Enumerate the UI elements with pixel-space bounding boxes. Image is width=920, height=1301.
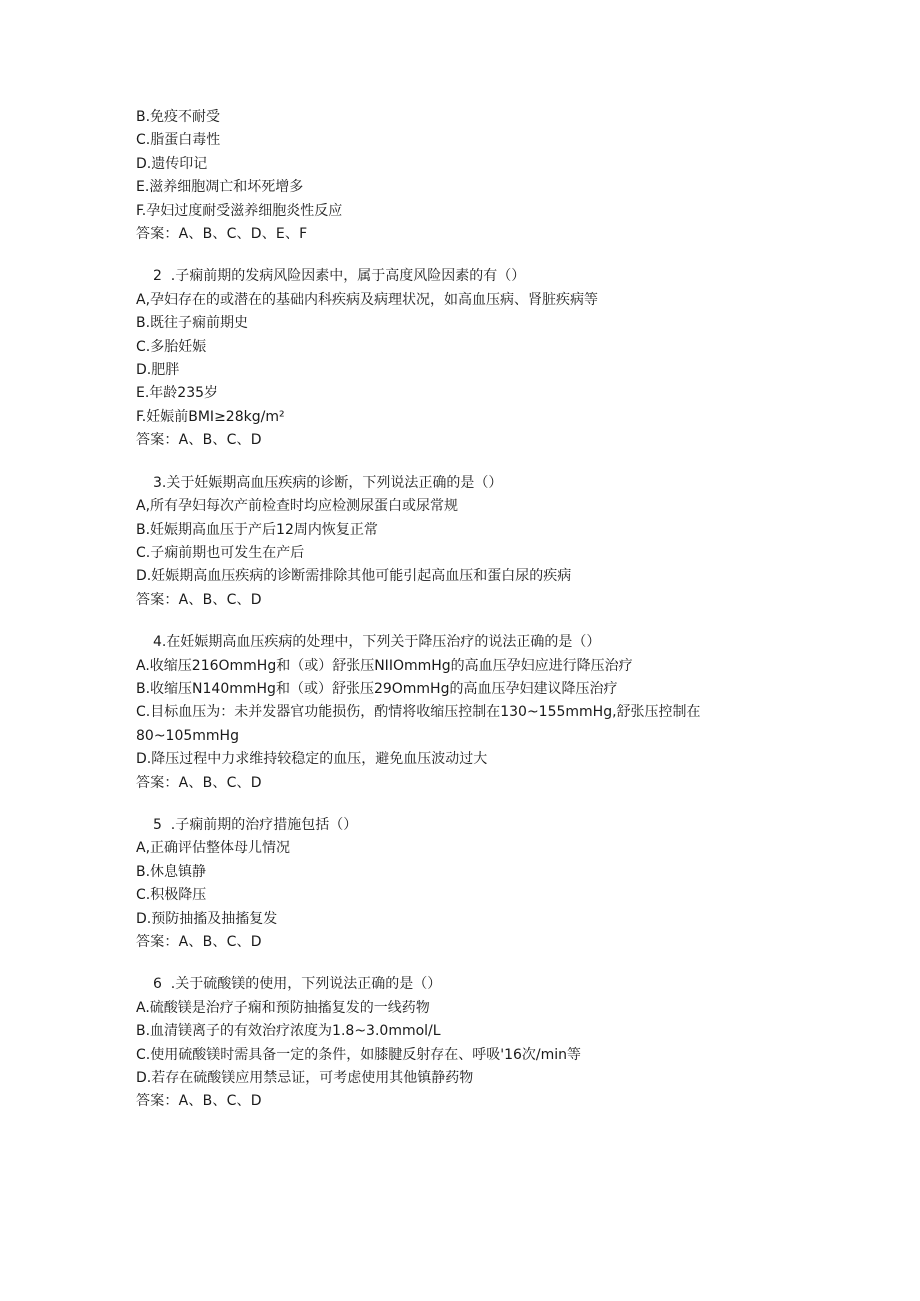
answer-line: 答案：A、B、C、D — [136, 432, 262, 449]
option-line: B.妊娠期高血压于产后12周内恢复正常 — [136, 521, 378, 538]
option-line: C.子痫前期也可发生在产后 — [136, 544, 305, 561]
option-line: C.使用硫酸镁时需具备一定的条件，如膝腱反射存在、呼吸'16次/min等 — [136, 1046, 582, 1063]
question-4 — [136, 631, 756, 795]
option-line: F.妊娠前BMI≥28kg/m² — [136, 408, 285, 425]
answer-line: 答案：A、B、C、D — [136, 591, 262, 608]
option-line: E.滋养细胞凋亡和坏死增多 — [136, 179, 304, 196]
option-line: D.预防抽搐及抽搐复发 — [136, 910, 278, 927]
option-line: D.遗传印记 — [136, 155, 208, 172]
option-line: C.积极降压 — [136, 887, 207, 904]
option-line: B.血清镁离子的有效治疗浓度为1.8~3.0mmol/L — [136, 1023, 441, 1040]
option-line: A,所有孕妇每次产前检查时均应检测尿蛋白或尿常规 — [136, 498, 459, 515]
option-line: B.休息镇静 — [136, 863, 207, 880]
answer-line: 答案：A、B、C、D — [136, 934, 262, 950]
question-stem: 6 .关于硫酸镁的使用，下列说法正确的是（） — [153, 976, 442, 993]
option-line: D.降压过程中力求维持较稳定的血压，避免血压波动过大 — [136, 751, 488, 768]
question-6 — [136, 973, 756, 1113]
question-1-tail — [136, 106, 756, 246]
question-stem: 3.关于妊娠期高血压疾病的诊断，下列说法正确的是（） — [153, 474, 503, 491]
option-line: B.收缩压N140mmHg和（或）舒张压29OmmHg的高血压孕妇建议降压治疗 — [136, 680, 618, 697]
question-3 — [136, 472, 756, 612]
option-line: D.妊娠期高血压疾病的诊断需排除其他可能引起高血压和蛋白尿的疾病 — [136, 568, 572, 585]
question-stem: 5 .子痫前期的治疗措施包括（） — [153, 816, 358, 833]
document-page — [136, 106, 756, 1114]
answer-line: 答案：A、B、C、D、E、F — [136, 226, 308, 243]
option-line: E.年龄235岁 — [136, 385, 219, 402]
option-line: C.多胎妊娠 — [136, 338, 207, 355]
answer-line: 答案：A、B、C、D — [136, 1093, 262, 1110]
option-line: D.若存在硫酸镁应用禁忌证，可考虑使用其他镇静药物 — [136, 1070, 474, 1087]
question-2 — [136, 265, 756, 452]
option-line: B.既往子痫前期史 — [136, 315, 249, 332]
option-line: C.目标血压为：未并发器官功能损伤，酌情将收缩压控制在130~155mmHg,舒张压控制在80~105mmHg — [136, 704, 701, 744]
option-line: F.孕妇过度耐受滋养细胞炎性反应 — [136, 202, 343, 219]
option-line: A,正确评估整体母儿情况 — [136, 840, 291, 857]
option-line: C.脂蛋白毒性 — [136, 132, 221, 149]
option-line: A.收缩压216OmmHg和（或）舒张压NIIOmmHg的高血压孕妇应进行降压治疗 — [136, 657, 633, 674]
question-5 — [136, 814, 756, 954]
option-line: A,孕妇存在的或潜在的基础内科疾病及病理状况，如高血压病、肾脏疾病等 — [136, 291, 599, 308]
option-line: A.硫酸镁是治疗子痫和预防抽搐复发的一线药物 — [136, 999, 430, 1016]
answer-line: 答案：A、B、C、D — [136, 774, 262, 791]
option-line: D.肥胖 — [136, 362, 180, 379]
option-line: B.免疫不耐受 — [136, 109, 221, 125]
question-stem: 4.在妊娠期高血压疾病的处理中，下列关于降压治疗的说法正确的是（） — [153, 634, 601, 651]
question-stem: 2 .子痫前期的发病风险因素中，属于高度风险因素的有（） — [153, 268, 526, 285]
